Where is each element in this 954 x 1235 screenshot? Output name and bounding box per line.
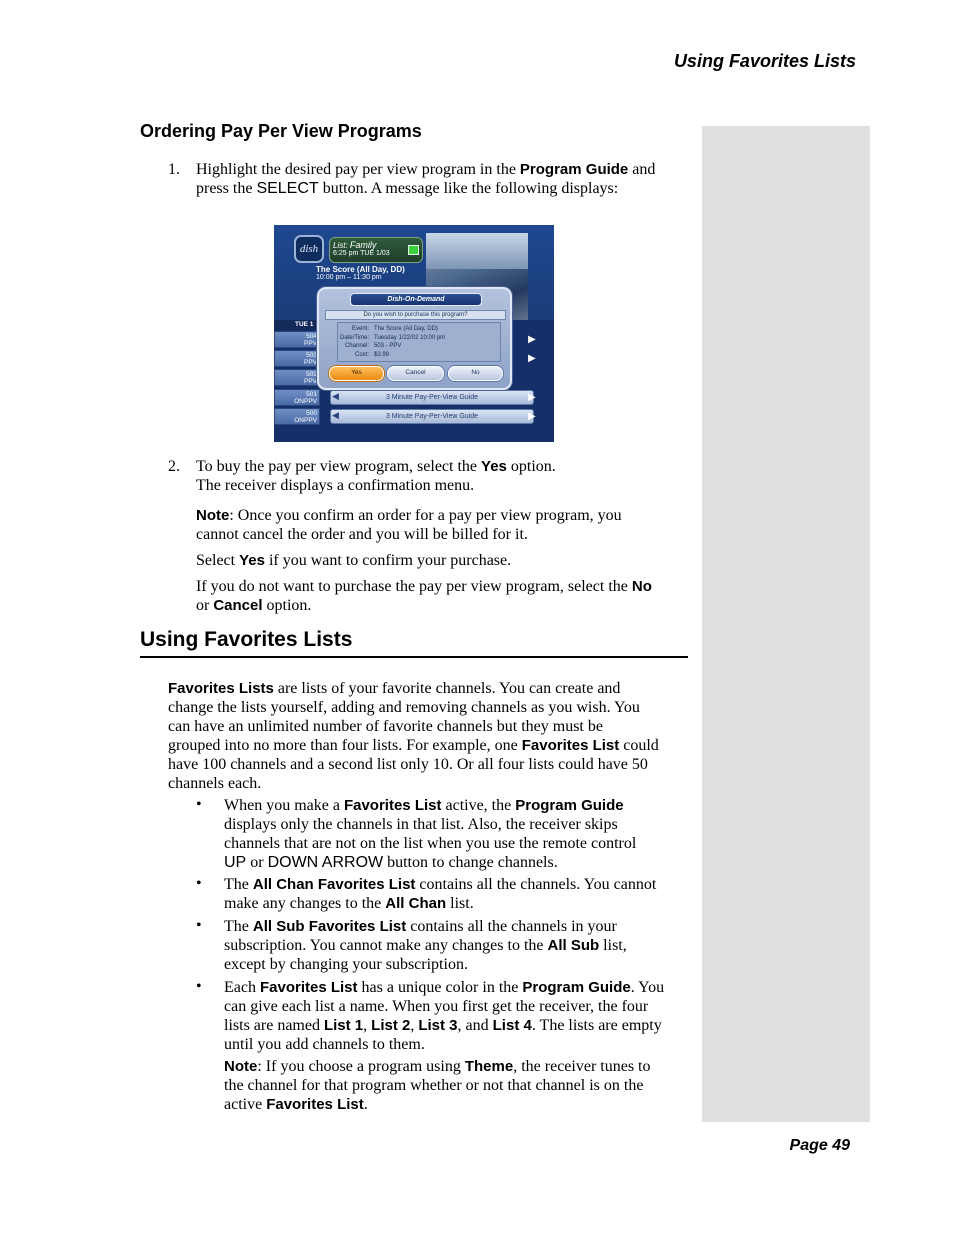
- bullet-item: When you make a Favorites List active, the Program Guide displays only the channels in that list. Also, the receiver skips channels that are not on the list when you use the remote control UP or DOWN ARROW button to change channels.: [224, 797, 637, 871]
- ppv-screenshot: [274, 225, 554, 442]
- cancel-button[interactable]: Cancel: [387, 366, 444, 381]
- guide-date-header: TUE 1: [274, 320, 320, 330]
- text: and: [628, 161, 656, 178]
- bold-term: Favorites Lists: [168, 680, 274, 697]
- program-cell: 3 Minute Pay-Per-View Guide: [330, 390, 534, 405]
- tv-icon: [408, 245, 419, 255]
- note-paragraph: Note: If you choose a program using Theme, the receiver tunes to the channel for that program whether or not that channel is on the active Favorites List.: [224, 1058, 651, 1113]
- dish-logo: dish: [294, 235, 324, 263]
- intro-paragraph: Favorites Lists are lists of your favorite channels. You can create and change the lists yourself, adding and removing channels as you wish. You can have an unlimited number of favorite channels but they must be grouped into no more than four lists. For example, one Favorites List could have 100 channels and a second list only 10. Or all four lists could have 50 channels each.: [168, 680, 659, 792]
- guide-row: [274, 389, 554, 406]
- bullet-item: The All Chan Favorites List contains all the channels. You cannot make any changes to the All Chan list.: [224, 876, 657, 912]
- chevron-right-icon: ▶: [528, 392, 536, 403]
- list-name: Family: [349, 240, 377, 250]
- dialog-title: Dish-On-Demand: [350, 293, 482, 306]
- note-label: Note: [224, 1058, 258, 1075]
- text: button. A message like the following displays:: [318, 180, 619, 197]
- favorites-list-badge: [329, 237, 423, 263]
- step-number: 1.: [168, 161, 180, 178]
- dialog-details: Event: The Score (All Day, DD) Date/Time: Tuesday 1/22/02 10:00 pm Channel: 503 - PPV Cost: $3.99: [337, 322, 501, 362]
- bullet-marker: •: [196, 917, 202, 934]
- paragraph: If you do not want to purchase the pay per view program, select the No or Cancel option.: [196, 578, 652, 614]
- chevron-right-icon: ▶: [528, 334, 536, 345]
- chevron-left-icon: ◀: [332, 411, 339, 421]
- bullet-marker: •: [196, 875, 202, 892]
- program-title: The Score (All Day, DD): [316, 265, 405, 274]
- channel-cell: 501 ONPPV: [274, 389, 320, 406]
- step-2-text: To buy the pay per view program, select the Yes option. The receiver displays a confirmation menu.: [196, 458, 556, 494]
- program-cell: 3 Minute Pay-Per-View Guide: [330, 409, 534, 424]
- chevron-right-icon: ▶: [528, 411, 536, 422]
- bold-term: No: [631, 578, 652, 595]
- dialog-question: Do you wish to purchase this program?: [325, 310, 506, 320]
- no-button[interactable]: No: [448, 366, 503, 381]
- purchase-dialog: [317, 287, 512, 390]
- program-info: [316, 265, 405, 281]
- step-1-text: [196, 160, 655, 198]
- channel-cell: 502 PPV: [274, 369, 320, 386]
- yes-button[interactable]: Yes: [329, 366, 384, 381]
- bullet-marker: •: [196, 978, 202, 995]
- list-time: 6:25 pm TUE 1/03: [333, 250, 390, 257]
- section-heading-favorites: Using Favorites Lists: [140, 628, 688, 658]
- bold-term: Program Guide: [519, 161, 629, 178]
- list-label: List:: [333, 241, 348, 250]
- channel-cell: 500 ONPPV: [274, 408, 320, 425]
- button-name: UP: [224, 854, 247, 871]
- paragraph: Select Yes if you want to confirm your purchase.: [196, 552, 512, 569]
- bullet-item: Each Favorites List has a unique color in the Program Guide. You can give each list a name. When you first get the receiver, the four lists are named List 1, List 2, List 3, and List 4. The lists are empty until you add channels to them.: [224, 979, 665, 1053]
- program-time: 10:00 pm – 11:30 pm: [316, 274, 382, 281]
- step-number: 2.: [168, 458, 180, 475]
- bold-term: Favorites List: [521, 737, 620, 754]
- bold-term: Yes: [239, 552, 265, 569]
- running-header: Using Favorites Lists: [673, 51, 856, 71]
- text: Highlight the desired pay per view program in the: [196, 161, 520, 178]
- page-number: Page 49: [789, 1137, 850, 1154]
- note-paragraph: Note: Once you confirm an order for a pay per view program, you cannot cancel the order and you will be billed for it.: [196, 507, 622, 543]
- bold-term: Cancel: [213, 597, 263, 614]
- button-name: SELECT: [256, 180, 319, 197]
- bullet-marker: •: [196, 796, 202, 813]
- text: press the: [196, 180, 257, 197]
- chevron-right-icon: ▶: [528, 353, 536, 364]
- margin-sidebar: [702, 126, 870, 1122]
- channel-cell: 504 PPV: [274, 331, 320, 348]
- note-label: Note: [196, 507, 230, 524]
- button-name: DOWN ARROW: [267, 854, 384, 871]
- section-heading-ppv: Ordering Pay Per View Programs: [140, 121, 422, 141]
- bold-term: Yes: [481, 458, 507, 475]
- bullet-item: The All Sub Favorites List contains all the channels in your subscription. You cannot make any changes to the All Sub list, except by changing your subscription.: [224, 918, 627, 973]
- guide-row: [274, 408, 554, 425]
- chevron-left-icon: ◀: [332, 392, 339, 402]
- channel-cell: 503 PPV: [274, 350, 320, 367]
